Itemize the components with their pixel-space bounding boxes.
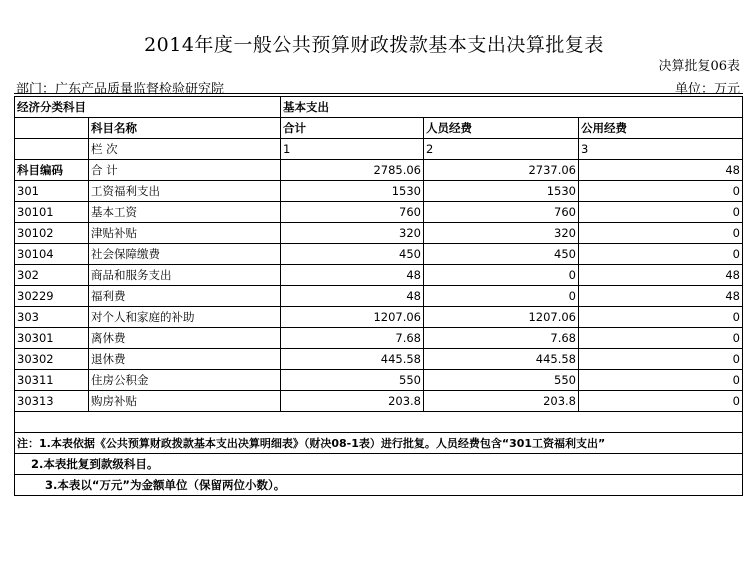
table-row — [15, 391, 743, 412]
row-total: 1530 — [281, 181, 424, 202]
table-row — [15, 286, 743, 307]
row-code: 30313 — [15, 391, 89, 412]
row-name: 住房公积金 — [89, 370, 281, 391]
econ-class-header: 经济分类科目 — [15, 97, 281, 118]
row-code: 30311 — [15, 370, 89, 391]
row-name: 退休费 — [89, 349, 281, 370]
row-total: 48 — [281, 286, 424, 307]
row-personnel: 445.58 — [424, 349, 579, 370]
row-code: 30302 — [15, 349, 89, 370]
row-personnel: 203.8 — [424, 391, 579, 412]
table-row — [15, 349, 743, 370]
row-personnel: 0 — [424, 286, 579, 307]
row-name: 购房补贴 — [89, 391, 281, 412]
note-1: 注：1.本表依据《公共预算财政拨款基本支出决算明细表》（财决08-1表）进行批复。人员经费包含“301工资福利支出” — [15, 433, 743, 454]
column-order-row — [15, 139, 743, 160]
row-public: 0 — [579, 328, 743, 349]
row-public: 0 — [579, 244, 743, 265]
row-code: 30301 — [15, 328, 89, 349]
table-row — [15, 244, 743, 265]
table-row — [15, 328, 743, 349]
subject-name-header: 科目名称 — [89, 118, 281, 139]
row-personnel: 1530 — [424, 181, 579, 202]
row-code: 30229 — [15, 286, 89, 307]
note-row-2 — [15, 454, 743, 475]
note-row-3 — [15, 475, 743, 496]
row-public: 0 — [579, 349, 743, 370]
row-total: 203.8 — [281, 391, 424, 412]
row-code: 302 — [15, 265, 89, 286]
row-total: 550 — [281, 370, 424, 391]
personnel-sum: 2737.06 — [424, 160, 579, 181]
row-code: 30101 — [15, 202, 89, 223]
row-name: 基本工资 — [89, 202, 281, 223]
row-personnel: 760 — [424, 202, 579, 223]
spacer-row — [15, 412, 743, 433]
table-row — [15, 202, 743, 223]
note-row-1 — [15, 433, 743, 454]
total-row — [15, 160, 743, 181]
col1-number: 1 — [281, 139, 424, 160]
row-public: 0 — [579, 370, 743, 391]
spacer-cell — [15, 412, 743, 433]
row-total: 320 — [281, 223, 424, 244]
row-personnel: 320 — [424, 223, 579, 244]
public-sum: 48 — [579, 160, 743, 181]
public-header: 公用经费 — [579, 118, 743, 139]
note-3: 3.本表以“万元”为金额单位（保留两位小数）。 — [15, 475, 743, 496]
col2-number: 2 — [424, 139, 579, 160]
row-public: 48 — [579, 286, 743, 307]
form-code: 决算批复06表 — [658, 59, 740, 74]
row-code: 303 — [15, 307, 89, 328]
sum-label: 合 计 — [89, 160, 281, 181]
row-public: 0 — [579, 391, 743, 412]
row-name: 津贴补贴 — [89, 223, 281, 244]
total-sum: 2785.06 — [281, 160, 424, 181]
table-row — [15, 307, 743, 328]
row-personnel: 0 — [424, 265, 579, 286]
row-name: 社会保障缴费 — [89, 244, 281, 265]
row-personnel: 450 — [424, 244, 579, 265]
column-order-label: 栏 次 — [89, 139, 281, 160]
subject-code-header: 科目编码 — [15, 160, 89, 181]
row-total: 48 — [281, 265, 424, 286]
row-code: 301 — [15, 181, 89, 202]
row-name: 离休费 — [89, 328, 281, 349]
expense-table — [14, 96, 743, 496]
row-total: 445.58 — [281, 349, 424, 370]
row-total: 7.68 — [281, 328, 424, 349]
col3-number: 3 — [579, 139, 743, 160]
row-name: 福利费 — [89, 286, 281, 307]
total-header: 合计 — [281, 118, 424, 139]
row-personnel: 7.68 — [424, 328, 579, 349]
row-public: 0 — [579, 307, 743, 328]
row-code: 30104 — [15, 244, 89, 265]
page-title: 2014年度一般公共预算财政拨款基本支出决算批复表 — [144, 34, 604, 56]
row-code: 30102 — [15, 223, 89, 244]
basic-expense-header: 基本支出 — [281, 97, 743, 118]
row-total: 1207.06 — [281, 307, 424, 328]
row-name: 对个人和家庭的补助 — [89, 307, 281, 328]
row-personnel: 1207.06 — [424, 307, 579, 328]
header-row-2 — [15, 118, 743, 139]
personnel-header: 人员经费 — [424, 118, 579, 139]
empty-header-cell — [15, 118, 89, 139]
note-2: 2.本表批复到款级科目。 — [15, 454, 743, 475]
table-row — [15, 265, 743, 286]
table-row — [15, 181, 743, 202]
empty-order-cell — [15, 139, 89, 160]
row-total: 450 — [281, 244, 424, 265]
header-divider — [14, 93, 743, 94]
row-personnel: 550 — [424, 370, 579, 391]
department-label: 部门：广东产品质量监督检验研究院 — [16, 82, 225, 97]
unit-label: 单位：万元 — [674, 82, 740, 97]
row-name: 工资福利支出 — [89, 181, 281, 202]
table-row — [15, 370, 743, 391]
row-public: 0 — [579, 202, 743, 223]
row-public: 48 — [579, 265, 743, 286]
header-row-1 — [15, 97, 743, 118]
row-public: 0 — [579, 181, 743, 202]
row-total: 760 — [281, 202, 424, 223]
table-row — [15, 223, 743, 244]
row-name: 商品和服务支出 — [89, 265, 281, 286]
row-public: 0 — [579, 223, 743, 244]
